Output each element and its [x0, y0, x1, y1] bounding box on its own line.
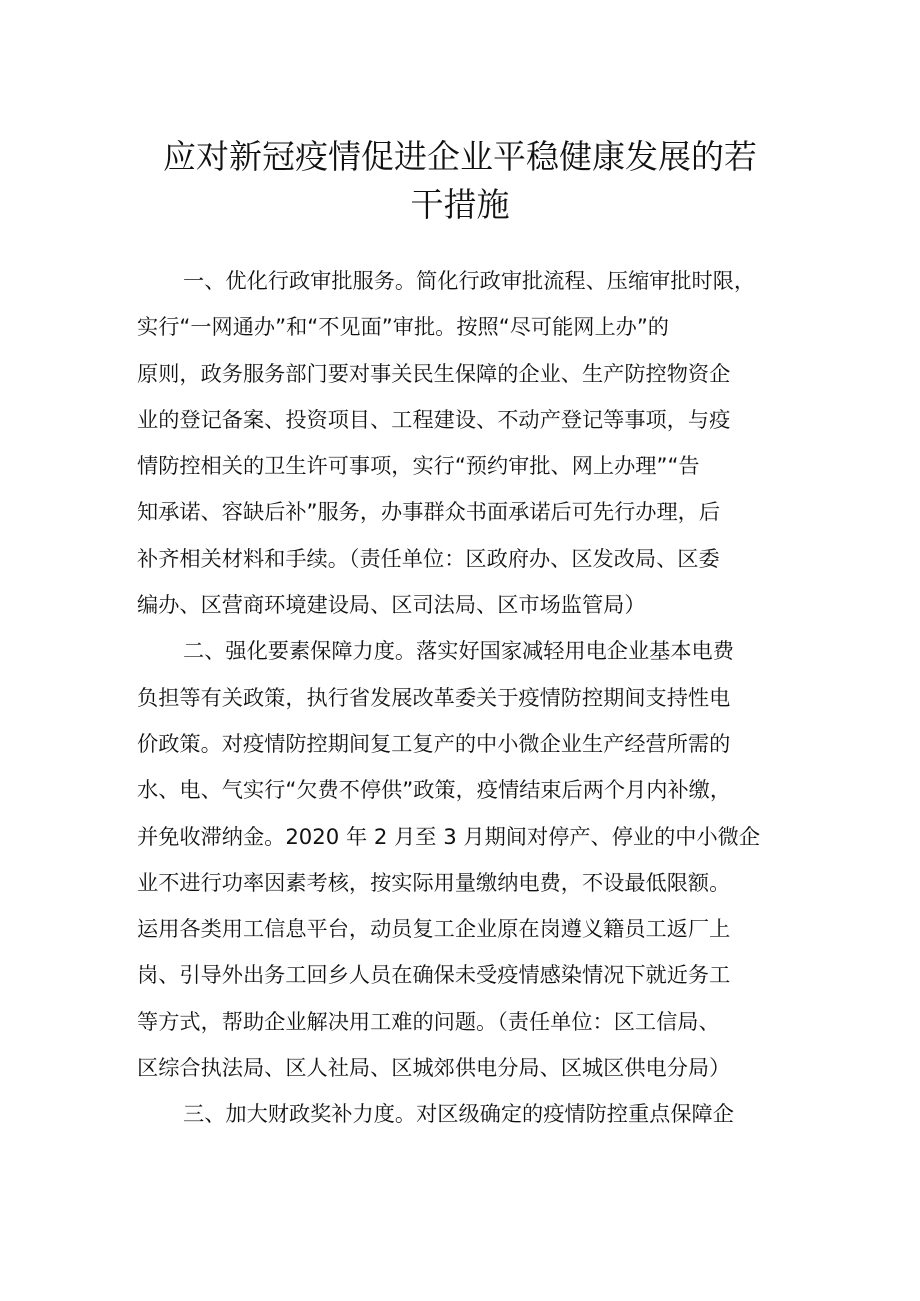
- paragraph-1-line: 补齐相关材料和手续。（责任单位：区政府办、区发改局、区委: [137, 545, 720, 571]
- paragraph-1-line: 业的登记备案、投资项目、工程建设、不动产登记等事项，与疫: [137, 406, 731, 432]
- paragraph-2-line: 区综合执法局、区人社局、区城郊供电分局、区城区供电分局）: [137, 1055, 731, 1081]
- paragraph-2-line: 二、强化要素保障力度。落实好国家减轻用电企业基本电费: [183, 638, 734, 664]
- paragraph-1-line: 原则，政务服务部门要对事关民生保障的企业、生产防控物资企: [137, 360, 731, 386]
- paragraph-2-line: 岗、引导外出务工回乡人员在确保未受疫情感染情况下就近务工: [137, 962, 731, 988]
- paragraph-2-line: 等方式，帮助企业解决用工难的问题。（责任单位：区工信局、: [137, 1008, 720, 1034]
- document-title-line-1: 应对新冠疫情促进企业平稳健康发展的若: [163, 137, 757, 176]
- paragraph-1-line: 编办、区营商环境建设局、区司法局、区市场监管局）: [137, 592, 646, 618]
- document-body: [137, 258, 797, 1138]
- paragraph-2-line: 业不进行功率因素考核，按实际用量缴纳电费，不设最低限额。: [137, 869, 731, 895]
- paragraph-2-line: 价政策。对疫情防控期间复工复产的中小微企业生产经营所需的: [137, 730, 731, 756]
- paragraph-2-line: 并免收滞纳金。2020 年 2 月至 3 月期间对停产、停业的中小微企: [137, 823, 761, 849]
- document-title-line-2: 干措施: [410, 185, 510, 224]
- paragraph-1-line: 一、优化行政审批服务。简化行政审批流程、压缩审批时限，: [183, 268, 756, 293]
- paragraph-3-line: 三、加大财政奖补力度。对区级确定的疫情防控重点保障企: [183, 1101, 734, 1127]
- paragraph-1-line: 知承诺、容缺后补”服务，办事群众书面承诺后可先行办理，后: [137, 499, 721, 525]
- paragraph-2-line: 运用各类用工信息平台，动员复工企业原在岗遵义籍员工返厂上: [137, 916, 731, 942]
- paragraph-1-line: 实行“一网通办”和“不见面”审批。按照“尽可能网上办”的: [137, 314, 669, 340]
- paragraph-2-line: 水、电、气实行“欠费不停供”政策，疫情结束后两个月内补缴，: [137, 777, 732, 803]
- paragraph-2-line: 负担等有关政策，执行省发展改革委关于疫情防控期间支持性电: [137, 684, 731, 710]
- paragraph-1-line: 情防控相关的卫生许可事项，实行“预约审批、网上办理”“告: [137, 453, 700, 479]
